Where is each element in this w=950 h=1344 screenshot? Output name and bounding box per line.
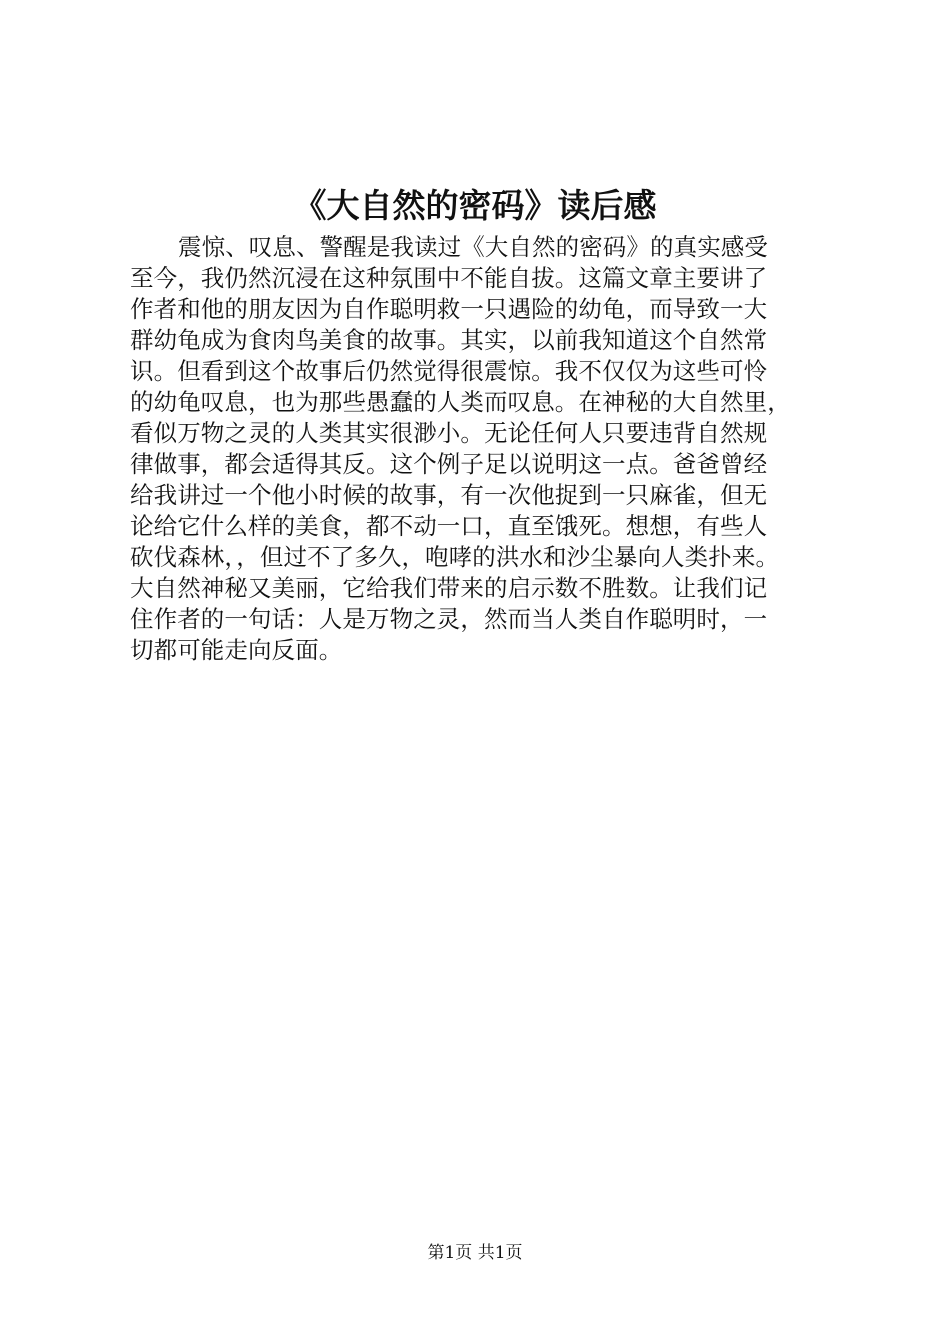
paragraph-line: 大自然神秘又美丽，它给我们带来的启示数不胜数。让我们记 — [130, 574, 768, 602]
paragraph-line: 看似万物之灵的人类其实很渺小。无论任何人只要违背自然规 — [130, 419, 768, 447]
paragraph-line: 作者和他的朋友因为自作聪明救一只遇险的幼龟，而导致一大 — [130, 295, 768, 323]
paragraph-line: 律做事，都会适得其反。这个例子足以说明这一点。爸爸曾经 — [130, 450, 768, 478]
paragraph-line: 切都可能走向反面。 — [130, 636, 343, 664]
document-title: 《大自然的密码》读后感 — [293, 186, 657, 225]
paragraph-line: 震惊、叹息、警醒是我读过《大自然的密码》的真实感受 — [178, 233, 768, 261]
paragraph-line: 群幼龟成为食肉鸟美食的故事。其实，以前我知道这个自然常 — [130, 326, 768, 354]
paragraph-line: 住作者的一句话：人是万物之灵，然而当人类自作聪明时，一 — [130, 605, 768, 633]
page-number-footer: 第1页 共1页 — [427, 1243, 523, 1263]
body-paragraph — [130, 232, 842, 666]
paragraph-line: 论给它什么样的美食，都不动一口，直至饿死。想想，有些人 — [130, 512, 768, 540]
paragraph-line: 的幼龟叹息，也为那些愚蠢的人类而叹息。在神秘的大自然里， — [130, 388, 791, 416]
paragraph-line: 给我讲过一个他小时候的故事，有一次他捉到一只麻雀，但无 — [130, 481, 768, 509]
paragraph-line: 至今，我仍然沉浸在这种氛围中不能自拔。这篇文章主要讲了 — [130, 264, 768, 292]
paragraph-line: 识。但看到这个故事后仍然觉得很震惊。我不仅仅为这些可怜 — [130, 357, 768, 385]
paragraph-line: 砍伐森林，，但过不了多久，咆哮的洪水和沙尘暴向人类扑来。 — [130, 543, 780, 571]
